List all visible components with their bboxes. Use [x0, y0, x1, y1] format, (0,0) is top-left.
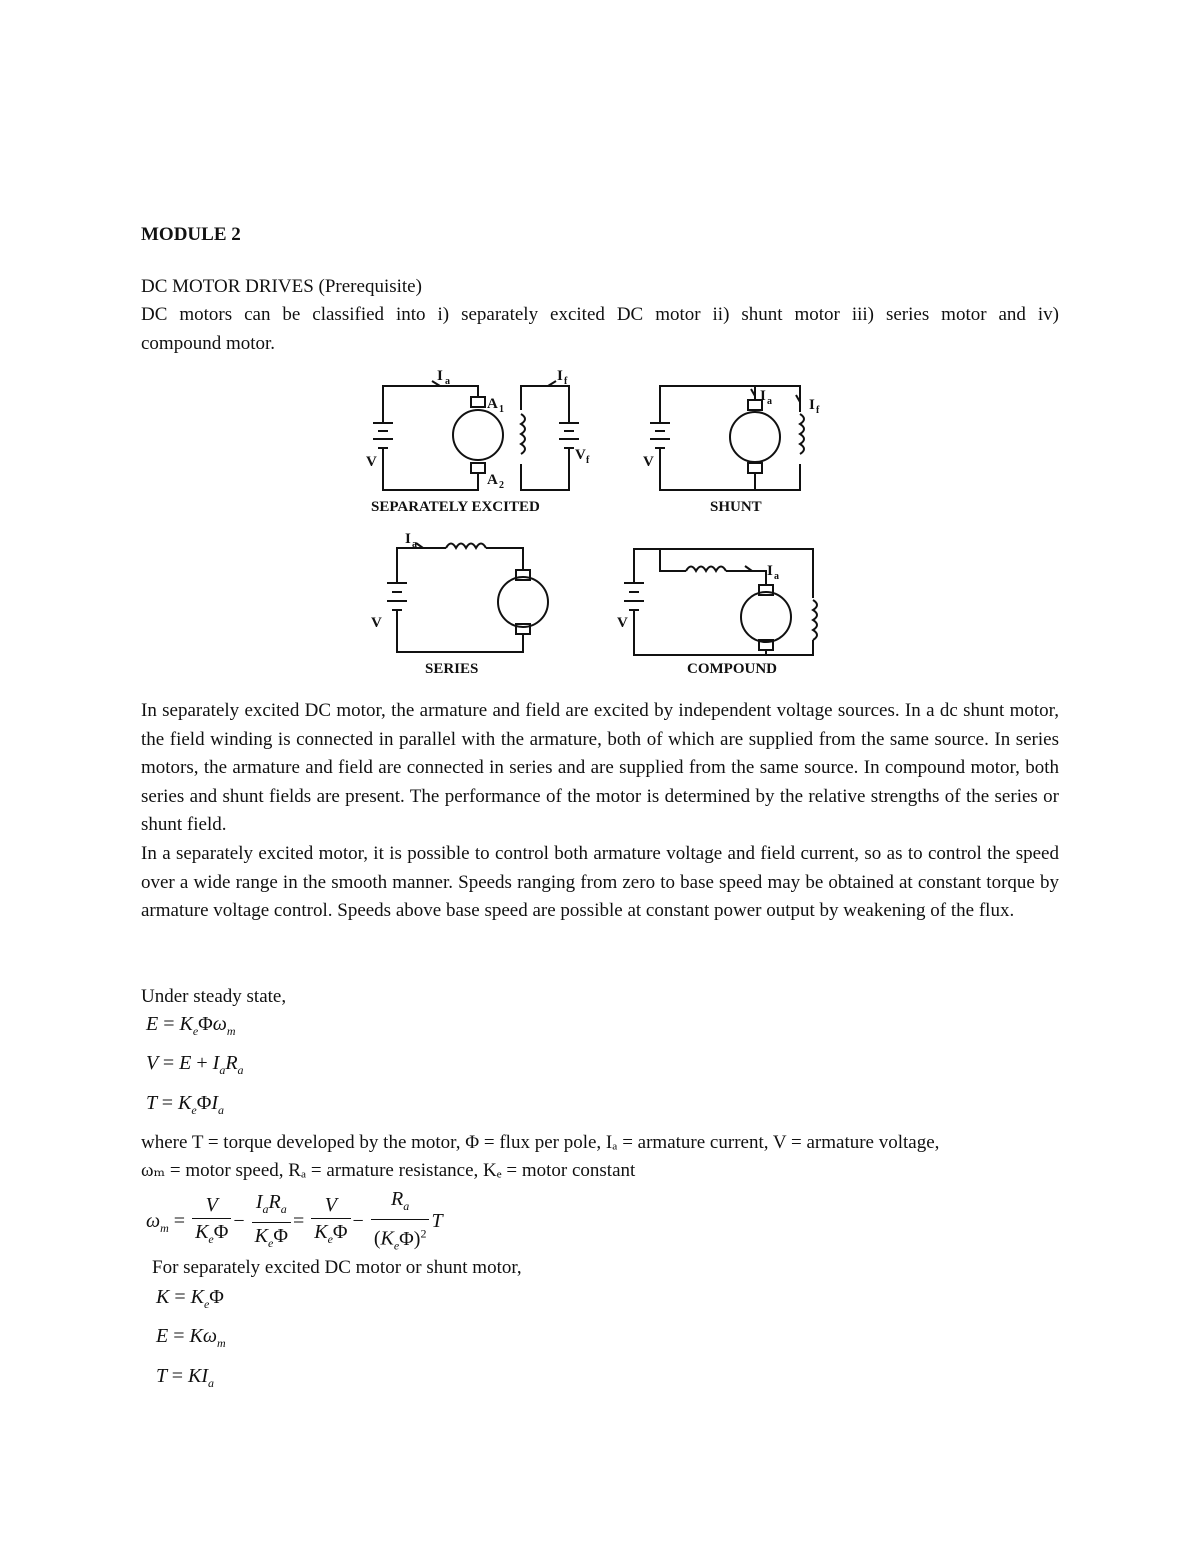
svg-text:1: 1 [499, 404, 504, 415]
svg-text:a: a [412, 539, 417, 550]
sep-v-label: V [366, 454, 377, 470]
series-circuit [387, 543, 548, 652]
series-v-label: V [371, 615, 382, 631]
compound-ia-label: I [767, 563, 773, 579]
separately-excited-label: SEPARATELY EXCITED [371, 499, 540, 515]
paragraph-speed-control: In a separately excited motor, it is possible to control both armature voltage and field current, so as to control the speed over a wide range in the smooth manner. Speeds ranging from zero to base speed may be obtained at constant torque by armature voltage control. Speeds above base speed are possible at constant power output by weakening of the flux. [141, 843, 1059, 922]
paragraph-motor-types: In separately excited DC motor, the armature and field are excited by independent voltage sources. In a dc shunt motor, the field winding is connected in parallel with the armature, both of which are supplied from the same source. In series motors, the armature and field are connected in series and are supplied from the same source. In compound motor, both series and shunt fields are present. The performance of the motor is determined by the relative strengths of the series or shunt field. [141, 700, 1059, 836]
equation-emf-shunt: $E = K\omega_m$ [156, 1325, 226, 1350]
svg-text:a: a [774, 571, 779, 582]
terminal-a1-label: A [487, 396, 498, 412]
svg-text:f: f [564, 376, 568, 387]
definitions-line-1: where T = torque developed by the motor, Φ = flux per pole, Iₐ = armature current, V = armature voltage, [141, 1132, 940, 1153]
svg-text:2: 2 [499, 480, 504, 491]
equation-back-emf: $E = K_e\Phi\omega_m$ [146, 1013, 236, 1038]
svg-text:f: f [586, 455, 590, 466]
compound-circuit [624, 549, 817, 655]
sep-vf-label: V [575, 447, 586, 463]
series-label: SERIES [425, 661, 479, 677]
separately-excited-circuit [373, 381, 579, 490]
compound-v-label: V [617, 615, 628, 631]
dc-motor-types-diagram [360, 360, 840, 685]
compound-label: COMPOUND [687, 661, 777, 677]
shunt-circuit [650, 386, 804, 490]
intro-line-1: DC motors can be classified into i) separately excited DC motor ii) shunt motor iii) series motor and iv) [141, 304, 1059, 325]
sep-if-label: I [557, 368, 563, 384]
svg-text:a: a [767, 396, 772, 407]
steady-state-label: Under steady state, [141, 986, 287, 1007]
intro-line-2: compound motor. [141, 333, 276, 354]
module-heading: MODULE 2 [141, 224, 241, 245]
svg-text:a: a [445, 376, 450, 387]
definitions-line-2: ωₘ = motor speed, Rₐ = armature resistance, Kₑ = motor constant [141, 1160, 636, 1181]
shunt-label: SHUNT [710, 499, 762, 515]
equation-torque: $T = K_e\Phi I_a$ [146, 1092, 225, 1117]
shunt-ia-label: I [760, 388, 766, 404]
sep-ia-label: I [437, 368, 443, 384]
terminal-a2-label: A [487, 472, 498, 488]
equation-terminal-voltage: $V = E + I_aR_a$ [146, 1052, 244, 1077]
equation-motor-constant: $K = K_e\Phi$ [156, 1286, 224, 1311]
equation-torque-shunt: $T = KI_a$ [156, 1365, 215, 1390]
section-subheading: DC MOTOR DRIVES (Prerequisite) [141, 276, 422, 297]
shunt-if-label: I [809, 397, 815, 413]
series-ia-label: I [405, 531, 411, 547]
shunt-v-label: V [643, 454, 654, 470]
shunt-motor-label: For separately excited DC motor or shunt motor, [152, 1257, 522, 1278]
svg-text:f: f [816, 405, 820, 416]
equation-speed: $\omega_m$ = $\frac{V}{K_e\Phi}$ − $\frac{I_aR_a}{K_e\Phi}$ = $\frac{V}{K_e\Phi}$ − $\frac{R_a}{(K_e\Phi)^2}$ T [146, 1188, 443, 1253]
